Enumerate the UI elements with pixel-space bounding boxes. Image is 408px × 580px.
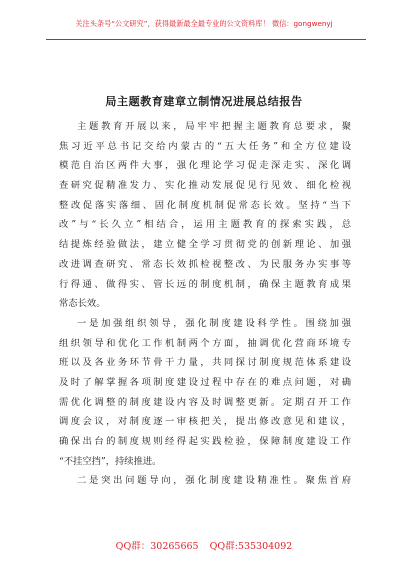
body-line: 需优化调整的制度建设内容及时调整更新。定期召开工作: [59, 396, 351, 408]
body-line: 常态长效。: [59, 298, 106, 310]
body-line: 组织领导和优化工作机制两个方面，抽调优化营商环境专: [59, 337, 351, 349]
body-line: “不挂空挡”，持续推进。: [59, 455, 162, 467]
header-note: 关注头条号“公文研究”，获得最新最全最专业的公文资料库！ 微信：gongwenyj: [75, 19, 333, 28]
footer-contacts: [0, 538, 408, 552]
body-line: 班以及各业务环节骨干力量，共同探讨制度规范体系建设: [59, 357, 351, 369]
footer-qq-group-1: QQ群：30265665: [115, 541, 199, 552]
body-line: 主题教育开展以来，局牢牢把握主题教育总要求，聚: [77, 121, 351, 132]
body-line: 二是突出问题导向，强化制度建设精准性。聚焦首府: [77, 475, 351, 487]
document-body: [59, 117, 351, 491]
body-line: 调度会议，对制度逐一审核把关，提出修改意见和建议，: [59, 416, 351, 428]
body-line: 改进调查研究、常态长效抓检视整改、为民服务办实事等: [59, 258, 351, 270]
body-line: 查研究促精准发力、实化推动发展促见行见效、细化检视: [59, 180, 351, 192]
footer-qq-group-2: QQ群:535304092: [209, 541, 293, 552]
body-line: 模范自治区两件大事，强化理论学习促走深走实、深化调: [59, 160, 351, 172]
body-line: 结提炼经验做法，建立健全学习贯彻党的创新理论、加强: [59, 239, 351, 251]
body-line: 改”与“长久立”相结合，运用主题教育的探索实践，总: [59, 219, 351, 231]
body-line: 焦习近平总书记交给内蒙古的“五大任务”和全方位建设: [59, 140, 351, 152]
body-line: 确保出台的制度规则经得起实践检验，保障制度建设工作: [59, 436, 351, 447]
header-divider: [46, 39, 366, 40]
document-title: 局主题教育建章立制情况进展总结报告: [105, 95, 303, 108]
body-line: 整改促落实落细、固化制度机制促常态长效。坚持“当下: [59, 199, 351, 211]
body-line: 行得通、做得实、管长远的制度机制，确保主题教育成果: [59, 278, 351, 290]
body-line: 一是加强组织领导，强化制度建设科学性。围绕加强: [77, 317, 351, 329]
body-line: 及时了解掌握各项制度建设过程中存在的难点问题，对确: [59, 376, 351, 388]
